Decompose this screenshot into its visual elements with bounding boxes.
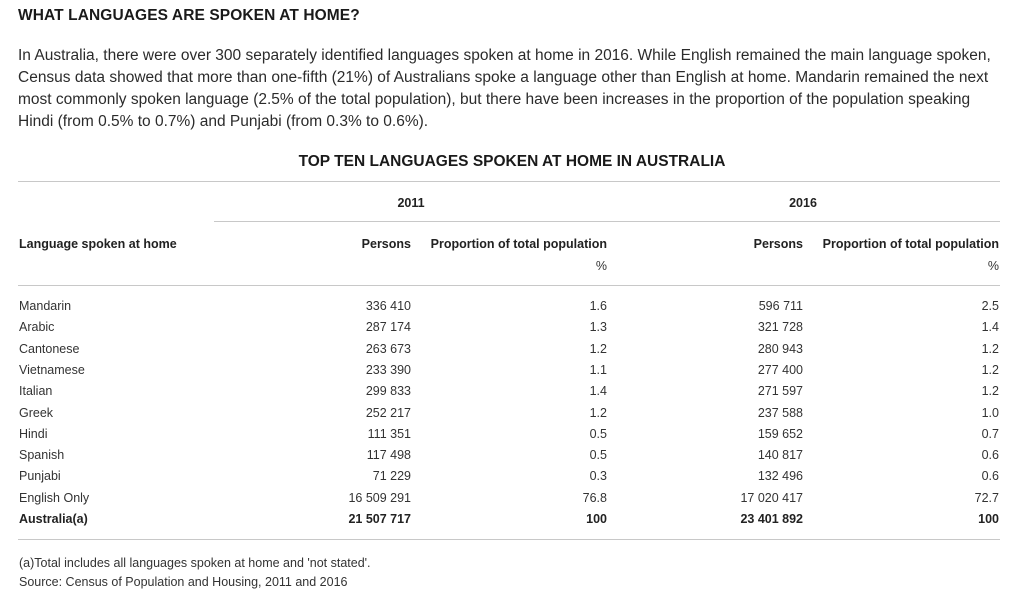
intro-paragraph: In Australia, there were over 300 separately identified languages spoken at home in 2016. While English remained the main language spoken, Census data showed that more than one-fifth (21%) of Australians spoke a language other than English at home. Mandarin remained the next most commonly spoken language (2.5% of the total population), but there have been increases in the proportion of the population speaking Hindi (from 0.5% to 0.7%) and Punjabi (from 0.3% to 0.6%).: [18, 47, 991, 130]
row-proportion-2016: 1.0: [981, 406, 999, 420]
row-proportion-2011: 1.2: [589, 342, 607, 356]
row-proportion-2016: 1.2: [981, 384, 999, 398]
row-proportion-2011: 0.3: [589, 469, 607, 483]
row-proportion-2011: 1.4: [589, 384, 607, 398]
row-language: English Only: [19, 491, 90, 505]
row-proportion-2011: 0.5: [589, 427, 607, 441]
row-persons-2016: 280 943: [757, 342, 803, 356]
proportion-2011-header: Proportion of total population: [430, 237, 607, 251]
row-persons-2011: 299 833: [365, 384, 411, 398]
row-proportion-2016: 1.4: [981, 320, 999, 334]
row-language: Punjabi: [19, 469, 61, 483]
row-language: Cantonese: [19, 342, 80, 356]
section-heading: WHAT LANGUAGES ARE SPOKEN AT HOME?: [18, 7, 360, 24]
row-persons-2011: 16 509 291: [348, 491, 411, 505]
row-proportion-2016: 1.2: [981, 342, 999, 356]
year-2016-rule: [606, 221, 1000, 222]
row-language: Hindi: [19, 427, 48, 441]
row-persons-2016: 132 496: [757, 469, 803, 483]
row-persons-2016: 17 020 417: [740, 491, 803, 505]
row-persons-2011: 233 390: [365, 363, 411, 377]
table-title: TOP TEN LANGUAGES SPOKEN AT HOME IN AUSTRALIA: [298, 153, 726, 170]
row-language: Australia(a): [19, 512, 88, 526]
row-persons-2011: 252 217: [365, 406, 411, 420]
row-proportion-2011: 1.1: [589, 363, 607, 377]
row-proportion-2011: 100: [586, 512, 607, 526]
table-source: Source: Census of Population and Housing, 2011 and 2016: [19, 575, 348, 589]
row-proportion-2016: 72.7: [974, 491, 999, 505]
persons-2016-header: Persons: [753, 237, 803, 251]
row-persons-2011: 21 507 717: [348, 512, 411, 526]
row-persons-2016: 23 401 892: [740, 512, 803, 526]
header-bottom-rule: [18, 285, 1000, 286]
row-proportion-2011: 1.3: [589, 320, 607, 334]
persons-2011-header: Persons: [361, 237, 411, 251]
row-persons-2016: 596 711: [758, 299, 803, 313]
row-persons-2011: 111 351: [367, 427, 411, 441]
year-2011-rule: [214, 221, 608, 222]
row-proportion-2016: 2.5: [981, 299, 999, 313]
table-bottom-rule: [18, 539, 1000, 540]
row-proportion-2016: 1.2: [981, 363, 999, 377]
row-proportion-2016: 100: [978, 512, 999, 526]
row-language: Spanish: [19, 448, 65, 462]
row-proportion-2016: 0.6: [981, 448, 999, 462]
row-persons-2011: 263 673: [365, 342, 411, 356]
year-2016-header: 2016: [789, 196, 817, 210]
language-column-header: Language spoken at home: [19, 237, 177, 251]
row-persons-2011: 336 410: [365, 299, 411, 313]
row-persons-2011: 287 174: [365, 320, 411, 334]
row-language: Mandarin: [19, 299, 72, 313]
unit-2011-label: %: [595, 259, 607, 273]
row-persons-2016: 159 652: [757, 427, 803, 441]
year-2011-header: 2011: [397, 196, 425, 210]
row-proportion-2011: 1.6: [589, 299, 607, 313]
proportion-2016-header: Proportion of total population: [822, 237, 999, 251]
row-persons-2011: 117 498: [366, 448, 411, 462]
row-proportion-2011: 76.8: [582, 491, 607, 505]
row-language: Greek: [19, 406, 54, 420]
row-persons-2016: 140 817: [757, 448, 803, 462]
row-persons-2016: 277 400: [757, 363, 803, 377]
row-language: Arabic: [19, 320, 55, 334]
row-persons-2016: 237 588: [757, 406, 803, 420]
row-proportion-2011: 1.2: [589, 406, 607, 420]
table-top-rule: [18, 181, 1000, 182]
row-persons-2016: 321 728: [757, 320, 803, 334]
row-language: Italian: [19, 384, 53, 398]
table-footnote: (a)Total includes all languages spoken at home and 'not stated'.: [19, 556, 371, 570]
row-proportion-2016: 0.7: [981, 427, 999, 441]
row-persons-2011: 71 229: [372, 469, 411, 483]
row-proportion-2016: 0.6: [981, 469, 999, 483]
row-persons-2016: 271 597: [757, 384, 803, 398]
row-language: Vietnamese: [19, 363, 85, 377]
unit-2016-label: %: [987, 259, 999, 273]
row-proportion-2011: 0.5: [589, 448, 607, 462]
